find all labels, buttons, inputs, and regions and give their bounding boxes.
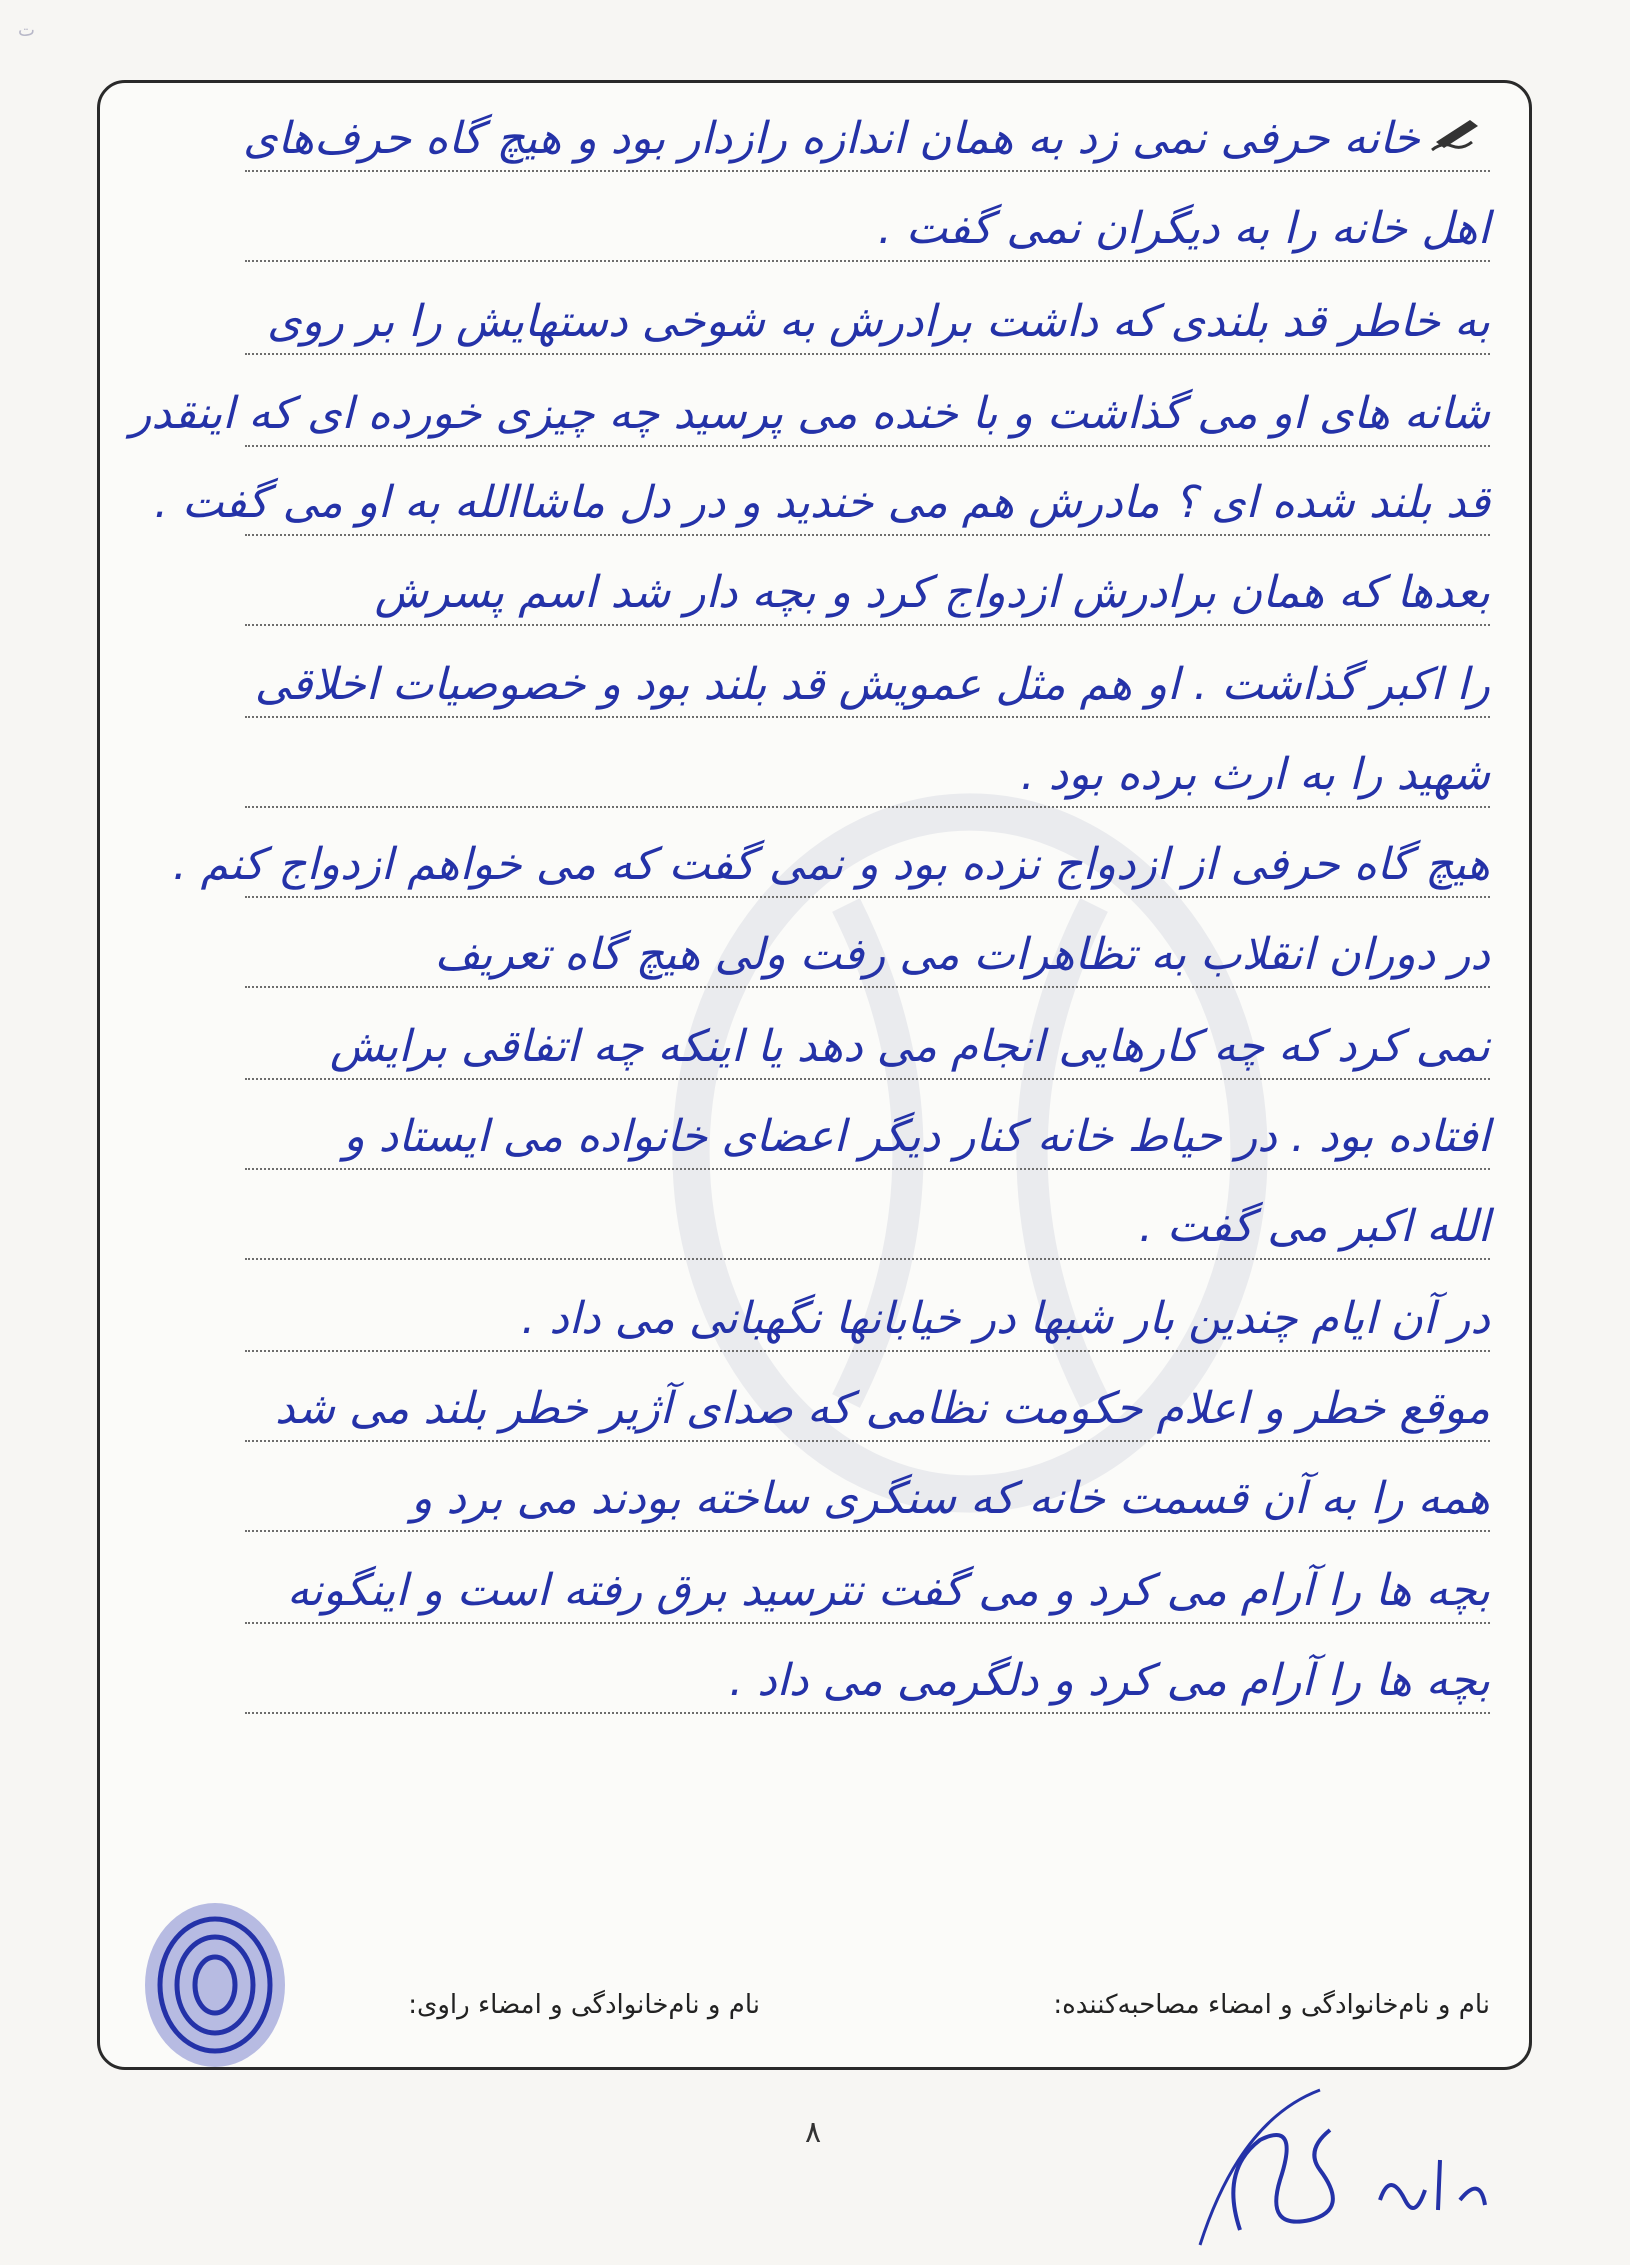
- text-line-8: [245, 728, 1490, 808]
- line-text: نمی کرد که چه کارهایی انجام می دهد یا اینکه چه اتفاقی برایش: [329, 1021, 1490, 1072]
- line-text: بچه ها را آرام می کرد و دلگرمی می داد .: [729, 1655, 1490, 1706]
- text-line-13: [245, 1180, 1490, 1260]
- corner-mark: ت: [18, 20, 35, 41]
- line-text: را اکبر گذاشت . او هم مثل عمویش قد بلند بود و خصوصیات اخلاقی: [254, 659, 1490, 710]
- narrator-signature-label: نام و نام‌خانوادگی و امضاء راوی:: [408, 1990, 760, 2020]
- page-number: ۸: [805, 2115, 822, 2150]
- line-text: الله اکبر می گفت .: [1138, 1201, 1490, 1252]
- text-line-5: [154, 456, 1490, 536]
- line-text: شهید را به ارث برده بود .: [1020, 749, 1490, 800]
- text-line-10: [245, 908, 1490, 988]
- line-text: همه را به آن قسمت خانه که سنگری ساخته بودند می برد و: [411, 1473, 1490, 1524]
- text-line-9: [172, 818, 1490, 898]
- text-line-14: [245, 1272, 1490, 1352]
- handwritten-signature-icon: [1180, 2080, 1500, 2255]
- interviewer-signature-label: نام و نام‌خانوادگی و امضاء مصاحبه‌کننده:: [1053, 1990, 1490, 2020]
- line-text: در دوران انقلاب به تظاهرات می رفت ولی هیچ گاه تعریف: [434, 929, 1490, 980]
- text-line-1: [245, 92, 1490, 172]
- fingerprint-stamp-icon: [125, 1890, 305, 2080]
- line-text: موقع خطر و اعلام حکومت نظامی که صدای آژیر خطر بلند می شد: [275, 1383, 1490, 1434]
- text-line-11: [245, 1000, 1490, 1080]
- line-text: اهل خانه را به دیگران نمی گفت .: [877, 203, 1490, 254]
- text-line-16: [245, 1452, 1490, 1532]
- line-text: هیچ گاه حرفی از ازدواج نزده بود و نمی گفت که می خواهم ازدواج کنم .: [172, 839, 1490, 890]
- line-text: افتاده بود . در حیاط خانه کنار دیگر اعضای خانواده می ایستاد و: [343, 1111, 1490, 1162]
- text-line-7: [245, 638, 1490, 718]
- line-text: در آن ایام چندین بار شبها در خیابانها نگهبانی می داد .: [521, 1293, 1490, 1344]
- line-text: خانه حرفی نمی زد به همان اندازه رازدار بود و هیچ گاه حرف‌های: [243, 113, 1420, 164]
- line-text: قد بلند شده ای ؟ مادرش هم می خندید و در دل ماشاالله به او می گفت .: [154, 477, 1490, 528]
- line-text: بعدها که همان برادرش ازدواج کرد و بچه دار شد اسم پسرش: [374, 567, 1490, 618]
- line-text: به خاطر قد بلندی که داشت برادرش به شوخی دستهایش را بر روی: [266, 296, 1490, 347]
- text-line-4: [130, 367, 1490, 447]
- line-text: شانه های او می گذاشت و با خنده می پرسید چه چیزی خورده ای که اینقدر: [130, 388, 1490, 439]
- text-line-2: [245, 182, 1490, 262]
- text-line-3: [245, 275, 1490, 355]
- text-line-18: [245, 1634, 1490, 1714]
- text-line-17: [245, 1544, 1490, 1624]
- line-text: بچه ها را آرام می کرد و می گفت نترسید برق رفته است و اینگونه: [286, 1565, 1490, 1616]
- text-line-12: [245, 1090, 1490, 1170]
- text-line-6: [245, 546, 1490, 626]
- text-line-15: [245, 1362, 1490, 1442]
